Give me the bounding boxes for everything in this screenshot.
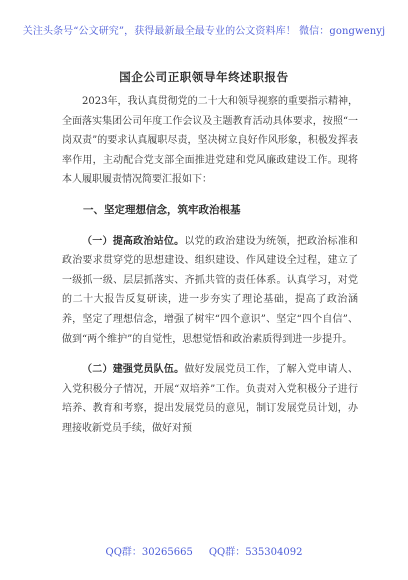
document-title: 国企公司正职领导年终述职报告 — [119, 70, 289, 84]
footer-contact — [0, 543, 408, 558]
footer-qq-group-2: QQ群：535304092 — [208, 547, 303, 558]
footer-qq-group-1: QQ群：30265665 — [105, 547, 193, 558]
document-body — [62, 92, 358, 439]
item-lead-1: （一）提高政治站位。 — [82, 235, 185, 247]
section-heading: 一、坚定理想信念，筑牢政治根基 — [83, 203, 241, 216]
intro-paragraph: 2023年，我认真贯彻党的二十大和领导视察的重要指示精神，全面落实集团公司年度工作会议及主题教育活动具体要求，按照“一岗双责”的要求认真履职尽责，坚决树立良好作风形象，积极发挥表率作用，主动配合党支部全面推进党建和党风廉政建设工作。现将本人履职履责情况简要汇报如下： — [62, 96, 358, 186]
item-paragraph-2 — [62, 360, 358, 438]
item-text-1: 以党的政治建设为统领，把政治标准和政治要求贯穿党的思想建设、组织建设、作风建设全过程，建立了一级抓一级、层层抓落实、齐抓共管的责任体系。认真学习，对党的二十大报告反复研读，进一步夯实了理论基础，提高了政治涵养，坚定了理想信念，增强了树牢“四个意识”、坚定“四个自信”、做到“两个维护”的自觉性，思想觉悟和政治素质得到进一步提升。 — [62, 235, 359, 345]
header-banner: 关注头条号“公文研究”，获得最新最全最专业的公文资料库！ 微信：gongwenyj — [22, 26, 386, 37]
item-text-2: 做好发展党员工作，了解入党申请人、入党积极分子情况，开展“双培养”工作。负责对入党积极分子进行培养、教育和考察，提出发展党员的意见，制订发展党员计划，办理接收新党员手续，做好对预 — [62, 364, 359, 434]
item-paragraph-1 — [62, 232, 358, 350]
item-lead-2: （二）建强党员队伍。 — [82, 364, 185, 376]
